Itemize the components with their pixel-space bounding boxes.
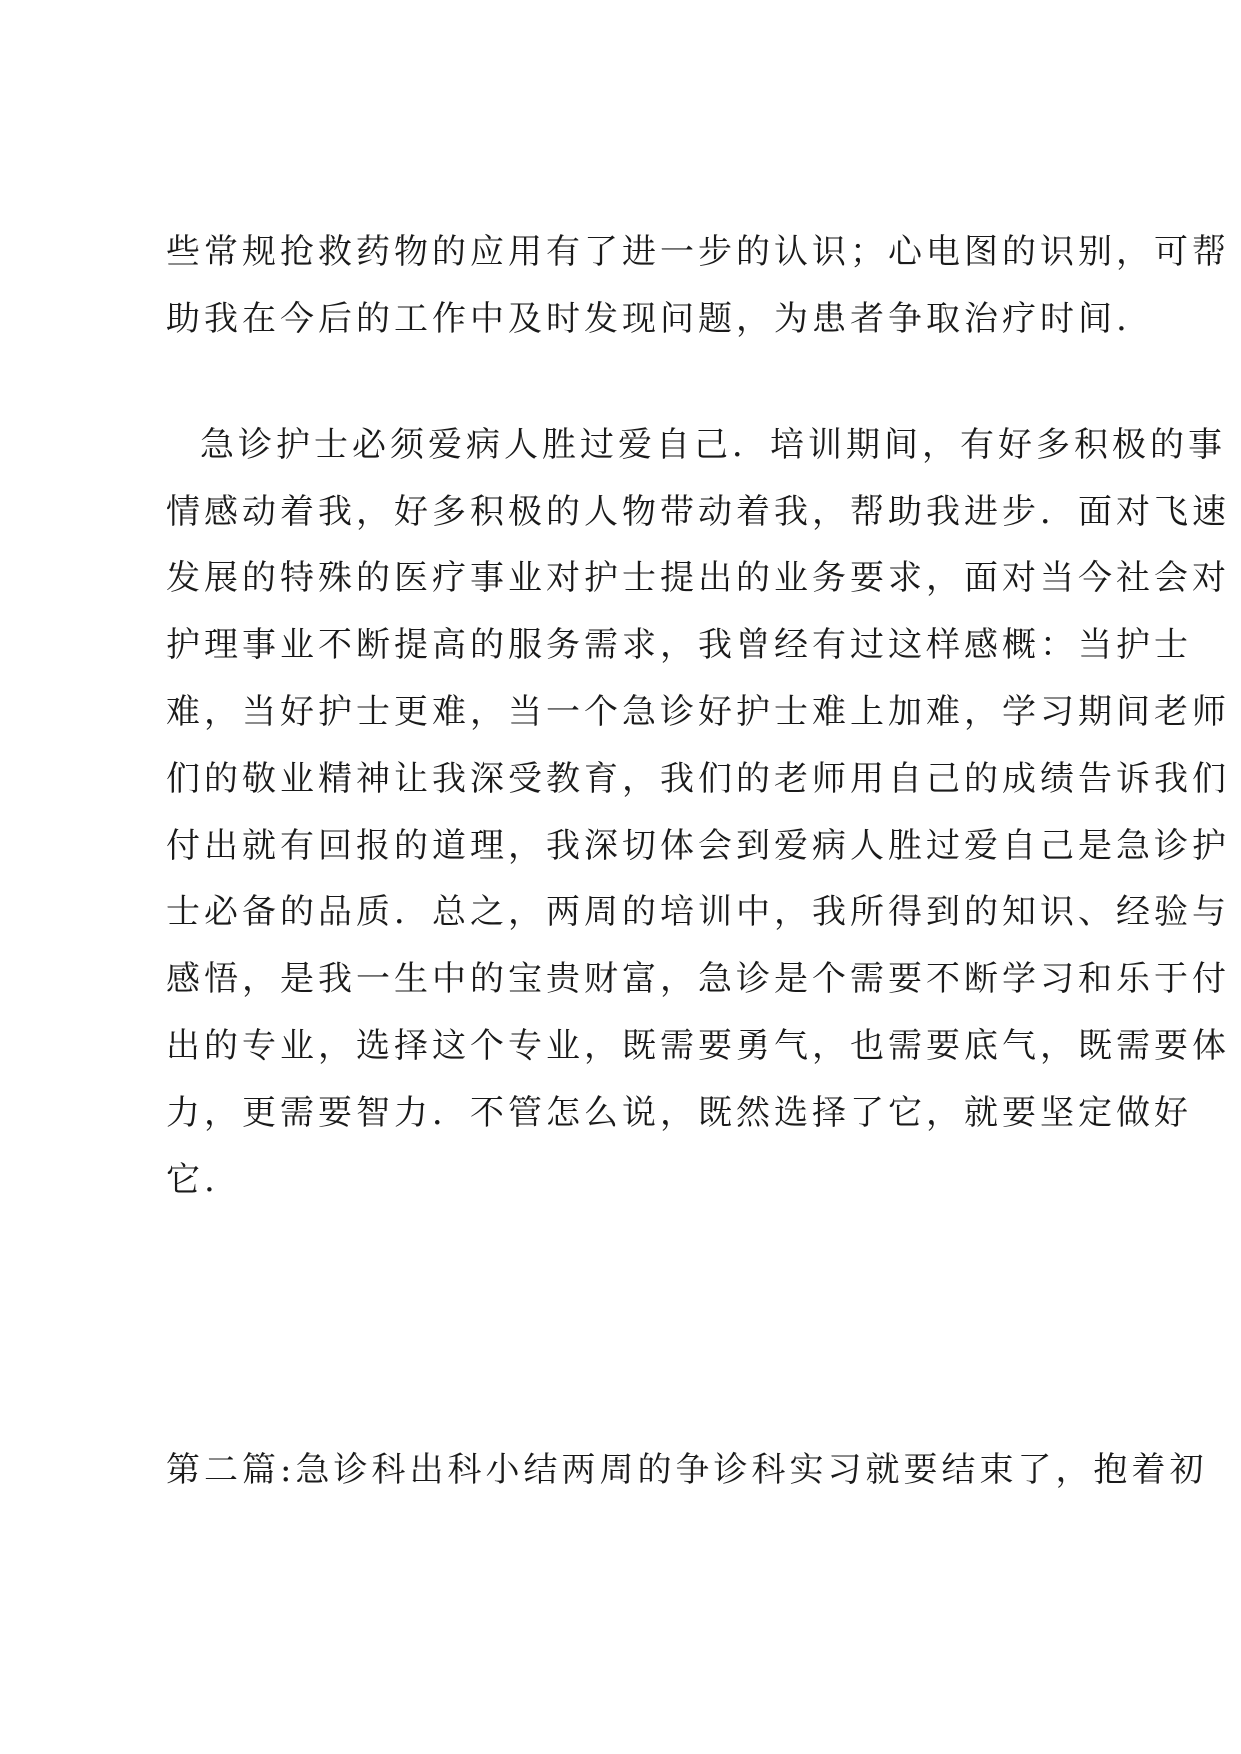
paragraph-2-line-7: 付出就有回报的道理，我深切体会到爱病人胜过爱自己是急诊护 <box>166 826 1230 866</box>
paragraph-2-line-9: 感悟，是我一生中的宝贵财富，急诊是个需要不断学习和乐于付 <box>166 959 1230 999</box>
paragraph-2-line-6: 们的敬业精神让我深受教育，我们的老师用自己的成绩告诉我们 <box>166 759 1230 799</box>
paragraph-2-line-3: 发展的特殊的医疗事业对护士提出的业务要求，面对当今社会对 <box>166 558 1230 598</box>
paragraph-2-line-10: 出的专业，选择这个专业，既需要勇气，也需要底气，既需要体 <box>166 1026 1230 1066</box>
paragraph-1-line-1: 些常规抢救药物的应用有了进一步的认识；心电图的识别，可帮 <box>166 232 1230 272</box>
paragraph-2-line-1: 急诊护士必须爱病人胜过爱自己．培训期间，有好多积极的事 <box>200 425 1226 465</box>
paragraph-2-line-4: 护理事业不断提高的服务需求，我曾经有过这样感概：当护士 <box>166 625 1192 665</box>
section-2-heading-line: 第二篇:急诊科出科小结两周的争诊科实习就要结束了，抱着初 <box>166 1450 1208 1490</box>
paragraph-2-line-12: 它. <box>166 1160 219 1200</box>
paragraph-2-line-5: 难，当好护士更难，当一个急诊好护士难上加难，学习期间老师 <box>166 692 1230 732</box>
paragraph-2-line-2: 情感动着我，好多积极的人物带动着我，帮助我进步．面对飞速 <box>166 492 1230 532</box>
paragraph-2-line-8: 士必备的品质．总之，两周的培训中，我所得到的知识、经验与 <box>166 892 1230 932</box>
paragraph-2-line-11: 力，更需要智力．不管怎么说，既然选择了它，就要坚定做好 <box>166 1093 1192 1133</box>
paragraph-1-line-2: 助我在今后的工作中及时发现问题，为患者争取治疗时间. <box>166 299 1131 339</box>
